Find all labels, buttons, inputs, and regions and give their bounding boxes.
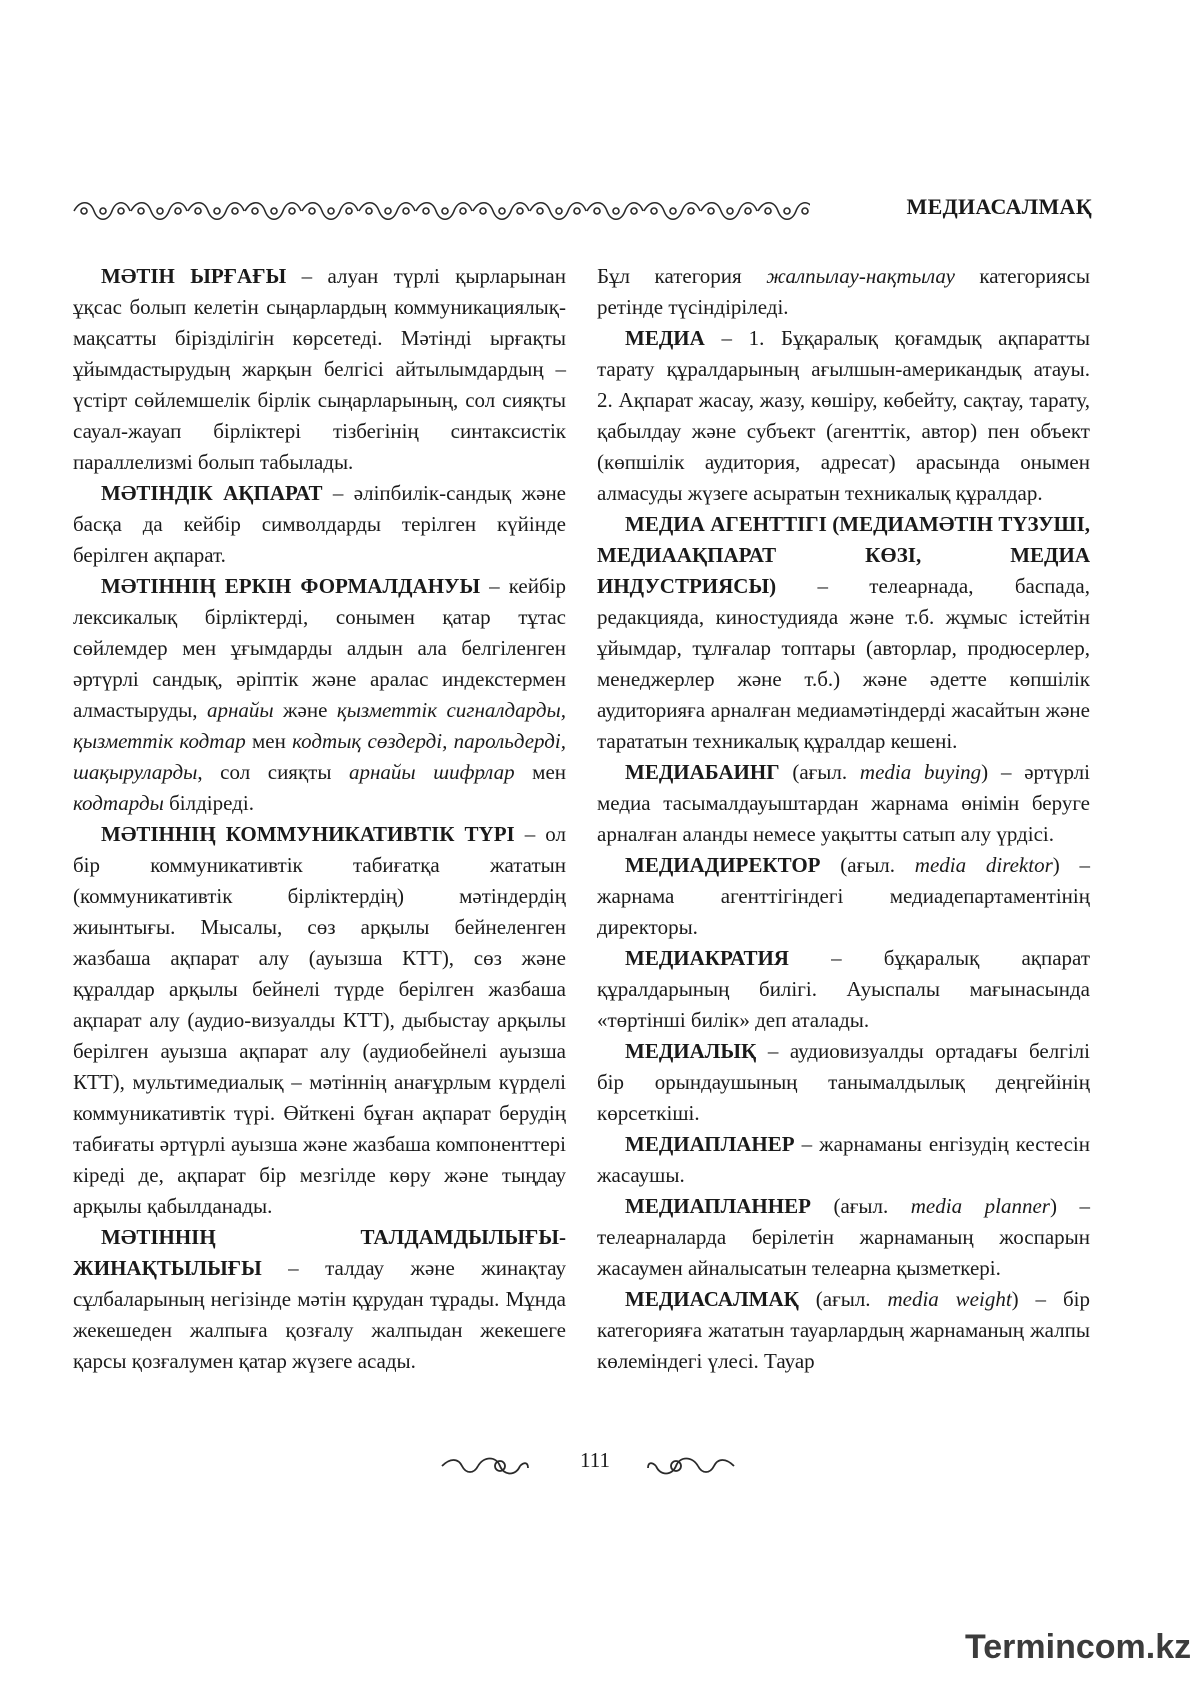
footer-ornament-right — [646, 1454, 736, 1478]
entry-text: – кейбір лексикалық бірліктерді, сонымен қатар тұтас сөйлемдер мен ұғымдарды алдын ала белгіленген әртүрлі сандық, әріптік және аралас индекстермен алмастыруды, — [73, 574, 566, 722]
entry-italic-term: media planner — [910, 1194, 1050, 1218]
dictionary-entry — [597, 323, 1090, 509]
entry-headword: МӘТІННІҢ КОММУНИКАТИВТІК ТҮРІ — [101, 822, 515, 846]
entry-headword: МӘТІН ЫРҒАҒЫ — [101, 264, 287, 288]
entry-text: – 1. Бұқаралық қоғамдық ақпаратты тарату құралдарының ағылшын-американдық атауы. 2. Ақпарат жасау, жазу, көшіру, көбейту, сақтау, тарату, қабылдау және субъект (агенттік, автор) пен объект (көпшілік аудитория, адресат) арасында онымен алмасуды жүзеге асыратын техникалық құралдар. — [597, 326, 1090, 505]
entry-italic-term: media direktor — [914, 853, 1053, 877]
entry-text: (ағыл. — [820, 853, 915, 877]
entry-italic-term: қызметтік сигналдарды, қызметтік кодтар — [73, 698, 566, 753]
entry-text: ) – жарнама агенттігіндегі медиадепартаментінің директоры. — [597, 853, 1090, 939]
entry-text: мен — [514, 760, 566, 784]
entry-headword: МӘТІННІҢ ТАЛДАМДЫЛЫҒЫ-ЖИНАҚТЫЛЫҒЫ — [73, 1225, 566, 1280]
dictionary-entry — [597, 1191, 1090, 1284]
dictionary-entry — [73, 261, 566, 478]
dictionary-entry — [597, 261, 1090, 323]
dictionary-entry — [597, 1129, 1090, 1191]
entry-text: – жарнаманы енгізудің кестесін жасаушы. — [597, 1132, 1090, 1187]
dictionary-entry — [597, 1284, 1090, 1377]
entry-headword: МЕДИАЛЫҚ — [625, 1039, 757, 1063]
dictionary-entry — [597, 1036, 1090, 1129]
entry-text: ) – бір категорияға жататын тауарлардың жарнаманың жалпы көлеміндегі үлесі. Тауар — [597, 1287, 1090, 1373]
entry-text: және — [273, 698, 337, 722]
header-ornament — [72, 196, 810, 226]
page-number: 111 — [580, 1448, 610, 1472]
entry-text: ) – телеарналарда берілетін жарнаманың жоспарын жасаумен айналысатын телеарна қызметкері. — [597, 1194, 1090, 1280]
entry-text: – алуан түрлі қырларынан ұқсас болып келетін сыңарлардың коммуникациялық-мақсатты бірізділігін көрсетеді. Мәтінді ырғақты ұйымдастырудың жарқын белгісі айтылымдардың – үстірт сөйлемшелік бірлік сыңарларының, сол сияқты сауал-жауап бірліктері тізбегінің синтаксистік параллелизмі болып табылады. — [73, 264, 566, 474]
entry-italic-term: арнайы шифрлар — [349, 760, 515, 784]
entry-text: – аудиовизуалды ортадағы белгілі бір орындаушының танымалдылық деңгейінің көрсеткіші. — [597, 1039, 1090, 1125]
dictionary-entry — [597, 757, 1090, 850]
dictionary-entry — [73, 1222, 566, 1377]
entry-italic-term: media weight — [887, 1287, 1012, 1311]
right-column — [597, 261, 1090, 1377]
entry-italic-term: кодтарды — [73, 791, 164, 815]
running-head: МЕДИАСАЛМАҚ — [906, 194, 1092, 219]
watermark-logo: Termincom.kz — [965, 1628, 1191, 1666]
dictionary-entry — [597, 509, 1090, 757]
entry-italic-term: жалпылау-нақтылау — [766, 264, 955, 288]
entry-text: мен — [245, 729, 293, 753]
entry-headword: МЕДИА АГЕНТТІГІ (МЕДИАМӘТІН ТҮЗУШІ, МЕДИААҚПАРАТ КӨЗІ, МЕДИА ИНДУСТРИЯСЫ) — [597, 512, 1090, 598]
entry-headword: МЕДИАПЛАНЕР — [625, 1132, 795, 1156]
dictionary-entry — [597, 850, 1090, 943]
entry-text: – талдау және жинақтау сұлбаларының негізінде мәтін құрудан тұрады. Мұнда жекешеден жалпыға қозғалу жалпыдан жекешеге қарсы қозғалумен қатар жүзеге асады. — [73, 1256, 566, 1373]
entry-headword: МЕДИАПЛАННЕР — [625, 1194, 811, 1218]
entry-text: білдіреді. — [163, 791, 254, 815]
entry-headword: МЕДИАКРАТИЯ — [625, 946, 789, 970]
entry-text: Бұл категория — [597, 264, 767, 288]
entry-headword: МӘТІННІҢ ЕРКІН ФОРМАЛДАНУЫ — [101, 574, 481, 598]
entry-text: – бұқаралық ақпарат құралдарының билігі. Ауыспалы мағынасында «төртінші билік» деп аталады. — [597, 946, 1090, 1032]
entry-text: (ағыл. — [779, 760, 860, 784]
footer-ornament-left — [440, 1454, 530, 1478]
entry-text: – телеарнада, баспада, редакцияда, киностудияда және т.б. жұмыс істейтін ұйымдар, тұлғалар топтары (авторлар, продюсерлер, менеджерлер және т.б.) және әдетте көпшілік аудиторияға арналған медиамәтіндерді жасайтын және тарататын техникалық құралдар кешені. — [597, 574, 1090, 753]
entry-text: , сол сияқты — [197, 760, 350, 784]
dictionary-entry — [73, 478, 566, 571]
entry-italic-term: media buying — [859, 760, 982, 784]
entry-headword: МЕДИАБАИНГ — [625, 760, 780, 784]
entry-text: (ағыл. — [810, 1194, 911, 1218]
entry-text: (ағыл. — [798, 1287, 888, 1311]
entry-text: категориясы ретінде түсіндіріледі. — [597, 264, 1091, 319]
dictionary-entry — [73, 819, 566, 1222]
entry-italic-term: арнайы — [206, 698, 274, 722]
left-column — [73, 261, 566, 1377]
entry-headword: МӘТІНДІК АҚПАРАТ — [101, 481, 323, 505]
entry-text: – ол бір коммуникативтік табиғатқа жататын (коммуникативтік бірліктердің) мәтіндердің жиынтығы. Мысалы, сөз арқылы бейнеленген жазбаша ақпарат алу (ауызша КТТ), сөз және құралдар арқылы бейнелі түрде берілген жазбаша ақпарат алу (аудио-визуалды КТТ), дыбыстау арқылы берілген ауызша ақпарат алу (аудиобейнелі ауызша КТТ), мультимедиалық – мәтіннің анағұрлым күрделі коммуникативтік түрі. Өйткені бұған ақпарат берудің табиғаты әртүрлі ауызша және жазбаша компоненттері кіреді де, ақпарат бір мезгілде көру және тыңдау арқылы қабылданады. — [73, 822, 566, 1218]
entry-headword: МЕДИА — [625, 326, 705, 350]
entry-italic-term: кодтық сөздерді, парольдерді, шақыруларды — [73, 729, 566, 784]
entry-text: – әліпбилік-сандық және басқа да кейбір символдарды терілген күйінде берілген ақпарат. — [73, 481, 567, 567]
entry-headword: МЕДИАСАЛМАҚ — [625, 1287, 799, 1311]
entry-text: ) – әртүрлі медиа тасымалдауыштардан жарнама өнімін беруге арналған аланды немесе уақытты сатып алу үрдісі. — [597, 760, 1090, 846]
entry-headword: МЕДИАДИРЕКТОР — [625, 853, 821, 877]
dictionary-entry — [597, 943, 1090, 1036]
dictionary-entry — [73, 571, 566, 819]
